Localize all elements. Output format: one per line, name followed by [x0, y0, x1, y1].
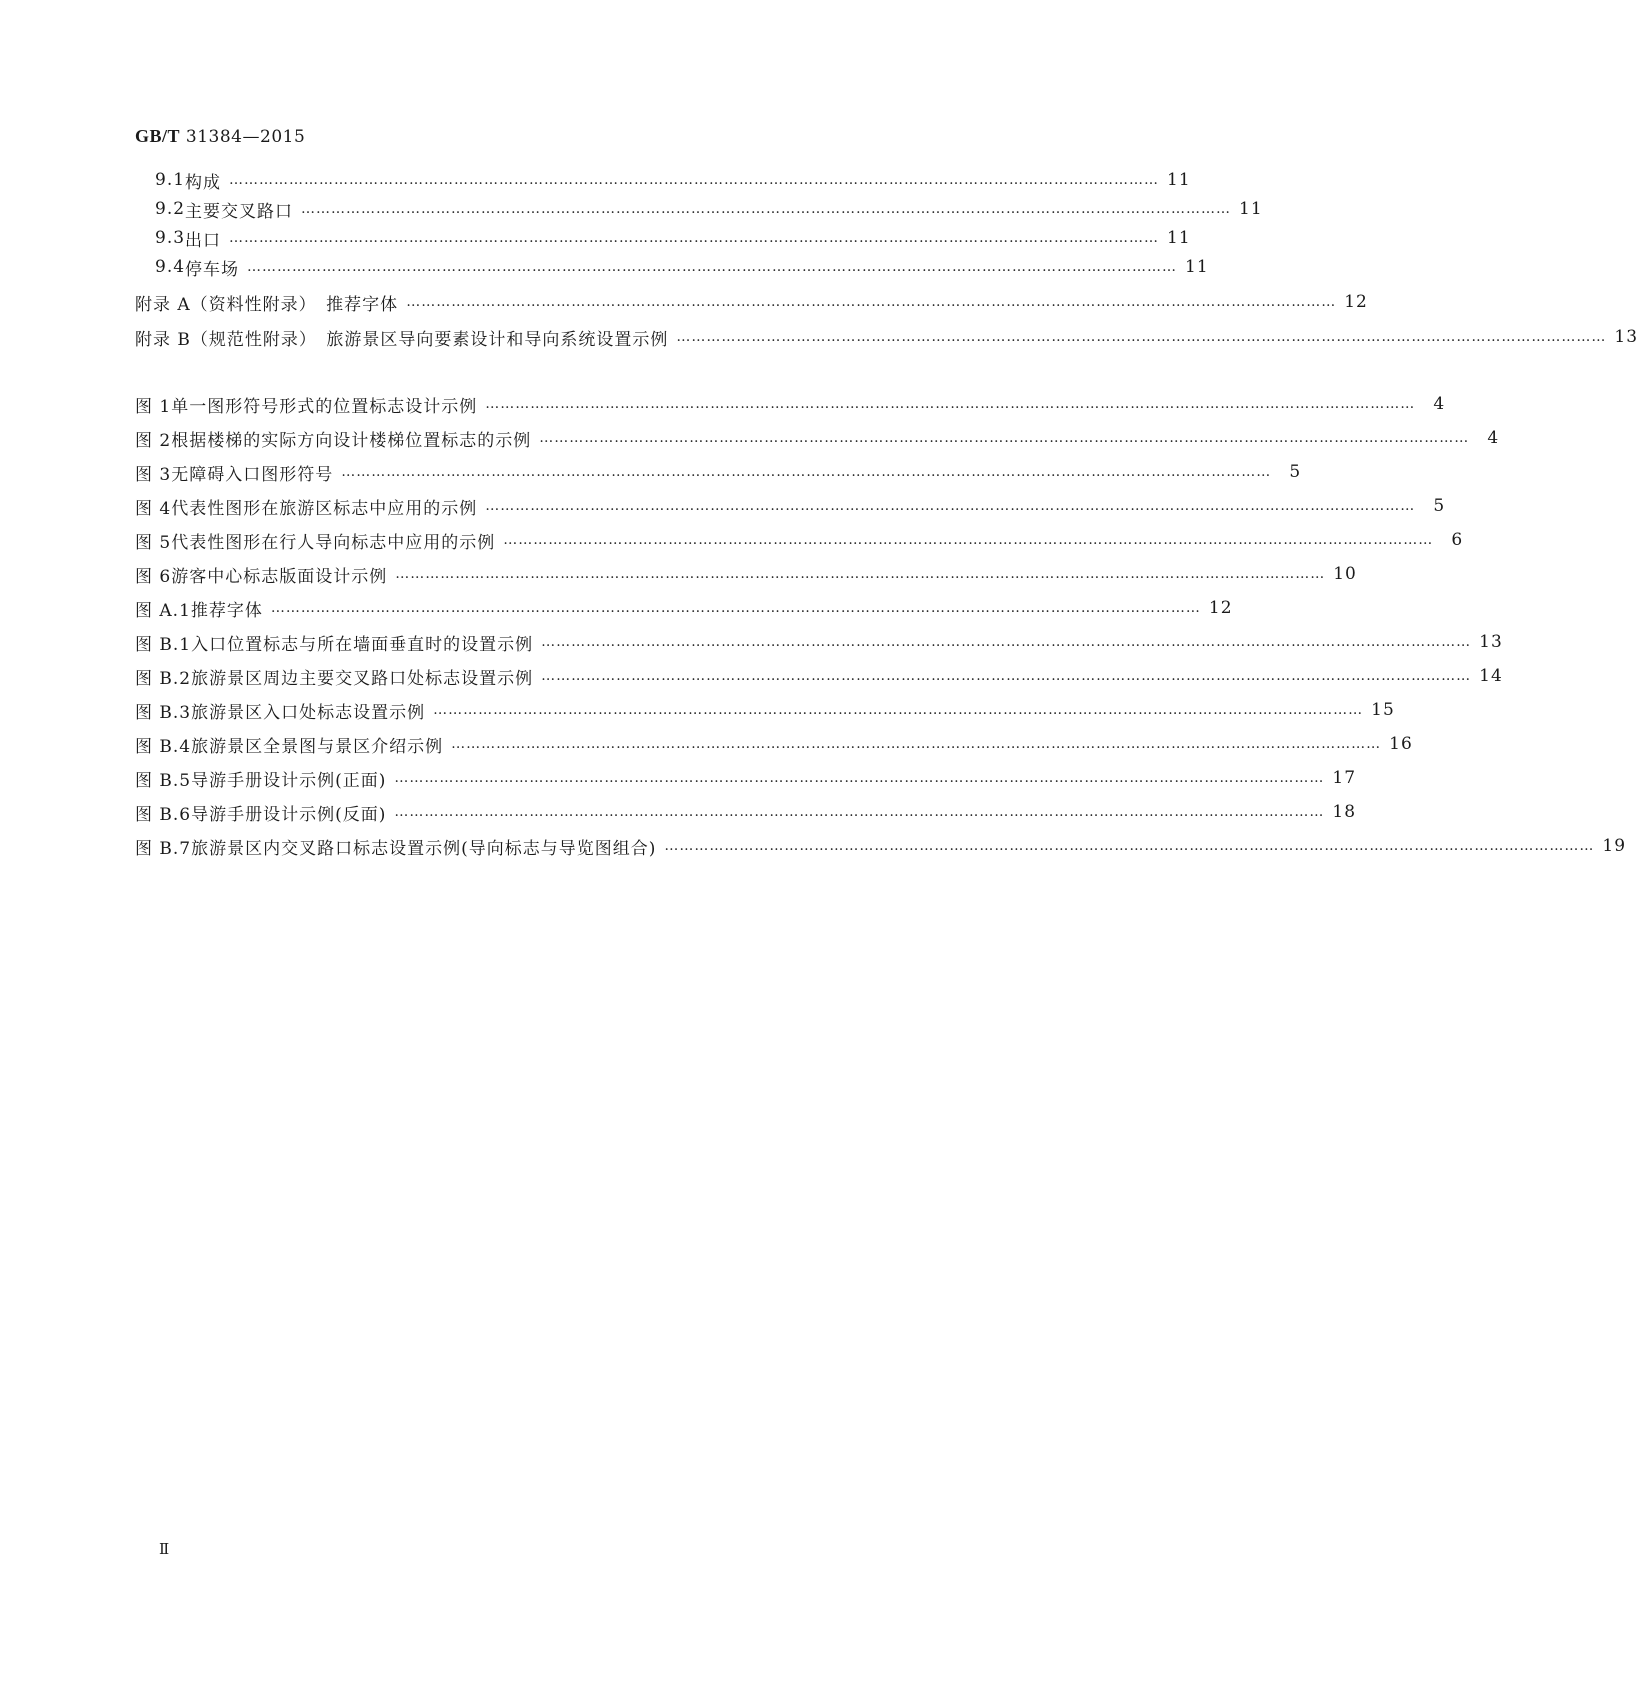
entry-page: 18	[1332, 802, 1357, 822]
figure-number: 图 B.6	[135, 804, 192, 825]
leader-dots: ……………………………………………………………………………………………………………………………………………………………………	[301, 201, 1232, 217]
leader-dots: ……………………………………………………………………………………………………………………………………………………………………	[341, 464, 1272, 480]
leader-dots: ……………………………………………………………………………………………………………………………………………………………………	[485, 396, 1416, 412]
figure-title: 游客中心标志版面设计示例	[171, 566, 388, 587]
entry-page: 5	[1289, 462, 1302, 482]
toc-entry-figure-a1[interactable]	[135, 594, 1233, 622]
leader-dots: ……………………………………………………………………………………………………………………………………………………………………	[433, 702, 1364, 718]
entry-page: 13	[1479, 632, 1503, 652]
toc-entry-figure-b2[interactable]	[135, 662, 1503, 690]
leader-dots: ……………………………………………………………………………………………………………………………………………………………………	[229, 230, 1160, 246]
entry-number: 9.4	[155, 257, 186, 277]
entry-page: 6	[1451, 530, 1464, 550]
toc-entry-figure-b5[interactable]	[135, 764, 1357, 792]
entry-title: 构成	[185, 172, 222, 193]
figure-number: 图 B.2	[135, 668, 192, 689]
figure-title: 单一图形符号形式的位置标志设计示例	[171, 396, 478, 417]
page-number: Ⅱ	[159, 1540, 170, 1558]
figure-number: 图 4	[135, 498, 172, 519]
entry-page: 10	[1333, 564, 1357, 584]
leader-dots: ……………………………………………………………………………………………………………………………………………………………………	[406, 294, 1337, 310]
figure-number: 图 A.1	[135, 600, 191, 621]
leader-dots: ……………………………………………………………………………………………………………………………………………………………………	[541, 668, 1472, 684]
toc-entry-figure-b3[interactable]	[135, 696, 1395, 724]
standard-code: GB/T	[135, 126, 181, 146]
figure-number: 图 1	[135, 396, 172, 417]
entry-page: 4	[1433, 394, 1446, 414]
toc-entry-figure-4[interactable]	[135, 492, 1446, 520]
entry-title: 附录 B（规范性附录） 旅游景区导向要素设计和导向系统设置示例	[135, 329, 669, 350]
entry-page: 11	[1239, 199, 1263, 219]
figure-number: 图 3	[135, 464, 172, 485]
figure-title: 根据楼梯的实际方向设计楼梯位置标志的示例	[171, 430, 532, 451]
toc-entry-9-1[interactable]	[155, 166, 1191, 194]
figure-title: 旅游景区周边主要交叉路口处标志设置示例	[191, 668, 534, 689]
toc-entry-figure-b4[interactable]	[135, 730, 1413, 758]
entry-page: 17	[1332, 768, 1357, 788]
leader-dots: ……………………………………………………………………………………………………………………………………………………………………	[503, 532, 1434, 548]
figure-number: 图 5	[135, 532, 172, 553]
toc-entry-appendix-b[interactable]	[135, 323, 1638, 351]
figure-title: 导游手册设计示例(正面)	[191, 770, 387, 791]
entry-page: 14	[1479, 666, 1503, 686]
entry-page: 5	[1433, 496, 1446, 516]
figure-number: 图 B.1	[135, 634, 192, 655]
toc-entry-figure-b7[interactable]	[135, 832, 1627, 860]
entry-page: 13	[1614, 327, 1638, 347]
standard-number: 31384—2015	[185, 127, 306, 147]
toc-entry-9-2[interactable]	[155, 195, 1263, 223]
figure-number: 图 B.3	[135, 702, 192, 723]
leader-dots: ……………………………………………………………………………………………………………………………………………………………………	[394, 770, 1325, 786]
entry-page: 15	[1371, 700, 1395, 720]
figure-title: 推荐字体	[190, 600, 263, 621]
toc-entry-figure-b6[interactable]	[135, 798, 1357, 826]
entry-page: 11	[1185, 257, 1209, 277]
leader-dots: ……………………………………………………………………………………………………………………………………………………………………	[664, 838, 1595, 854]
figure-number: 图 6	[135, 566, 172, 587]
toc-entry-figure-1[interactable]	[135, 390, 1446, 418]
leader-dots: ……………………………………………………………………………………………………………………………………………………………………	[395, 566, 1326, 582]
entry-page: 16	[1389, 734, 1413, 754]
figure-number: 图 B.5	[135, 770, 192, 791]
toc-entry-9-3[interactable]	[155, 224, 1191, 252]
entry-page: 12	[1208, 598, 1233, 618]
entry-number: 9.3	[155, 228, 186, 248]
toc-entry-figure-3[interactable]	[135, 458, 1302, 486]
leader-dots: ……………………………………………………………………………………………………………………………………………………………………	[539, 430, 1470, 446]
entry-page: 4	[1487, 428, 1500, 448]
figure-number: 图 B.7	[135, 838, 192, 859]
leader-dots: ……………………………………………………………………………………………………………………………………………………………………	[451, 736, 1382, 752]
figure-number: 图 B.4	[135, 736, 192, 757]
entry-page: 12	[1344, 292, 1368, 312]
entry-title: 附录 A（资料性附录） 推荐字体	[135, 294, 399, 315]
toc-entry-figure-6[interactable]	[135, 560, 1357, 588]
entry-page: 11	[1167, 228, 1191, 248]
toc-entry-figure-5[interactable]	[135, 526, 1464, 554]
entry-number: 9.2	[155, 199, 186, 219]
leader-dots: ……………………………………………………………………………………………………………………………………………………………………	[270, 600, 1201, 616]
figure-title: 代表性图形在行人导向标志中应用的示例	[171, 532, 496, 553]
toc-entry-appendix-a[interactable]	[135, 288, 1368, 316]
figure-title: 旅游景区入口处标志设置示例	[191, 702, 426, 723]
figure-number: 图 2	[135, 430, 172, 451]
entry-title: 停车场	[185, 259, 240, 280]
leader-dots: ……………………………………………………………………………………………………………………………………………………………………	[485, 498, 1416, 514]
entry-number: 9.1	[155, 170, 186, 190]
figure-title: 入口位置标志与所在墙面垂直时的设置示例	[191, 634, 534, 655]
document-header	[135, 126, 305, 147]
figure-title: 代表性图形在旅游区标志中应用的示例	[171, 498, 478, 519]
figure-title: 无障碍入口图形符号	[171, 464, 334, 485]
toc-entry-9-4[interactable]	[155, 253, 1209, 281]
entry-page: 11	[1167, 170, 1191, 190]
entry-title: 主要交叉路口	[185, 201, 294, 222]
leader-dots: ……………………………………………………………………………………………………………………………………………………………………	[229, 172, 1160, 188]
leader-dots: ……………………………………………………………………………………………………………………………………………………………………	[676, 329, 1607, 345]
leader-dots: ……………………………………………………………………………………………………………………………………………………………………	[247, 259, 1178, 275]
figure-title: 导游手册设计示例(反面)	[191, 804, 387, 825]
figure-title: 旅游景区全景图与景区介绍示例	[191, 736, 444, 757]
toc-entry-figure-b1[interactable]	[135, 628, 1503, 656]
leader-dots: ……………………………………………………………………………………………………………………………………………………………………	[541, 634, 1472, 650]
entry-page: 19	[1602, 836, 1627, 856]
toc-entry-figure-2[interactable]	[135, 424, 1500, 452]
leader-dots: ……………………………………………………………………………………………………………………………………………………………………	[394, 804, 1325, 820]
figure-title: 旅游景区内交叉路口标志设置示例(导向标志与导览图组合)	[191, 838, 657, 859]
entry-title: 出口	[185, 230, 222, 251]
